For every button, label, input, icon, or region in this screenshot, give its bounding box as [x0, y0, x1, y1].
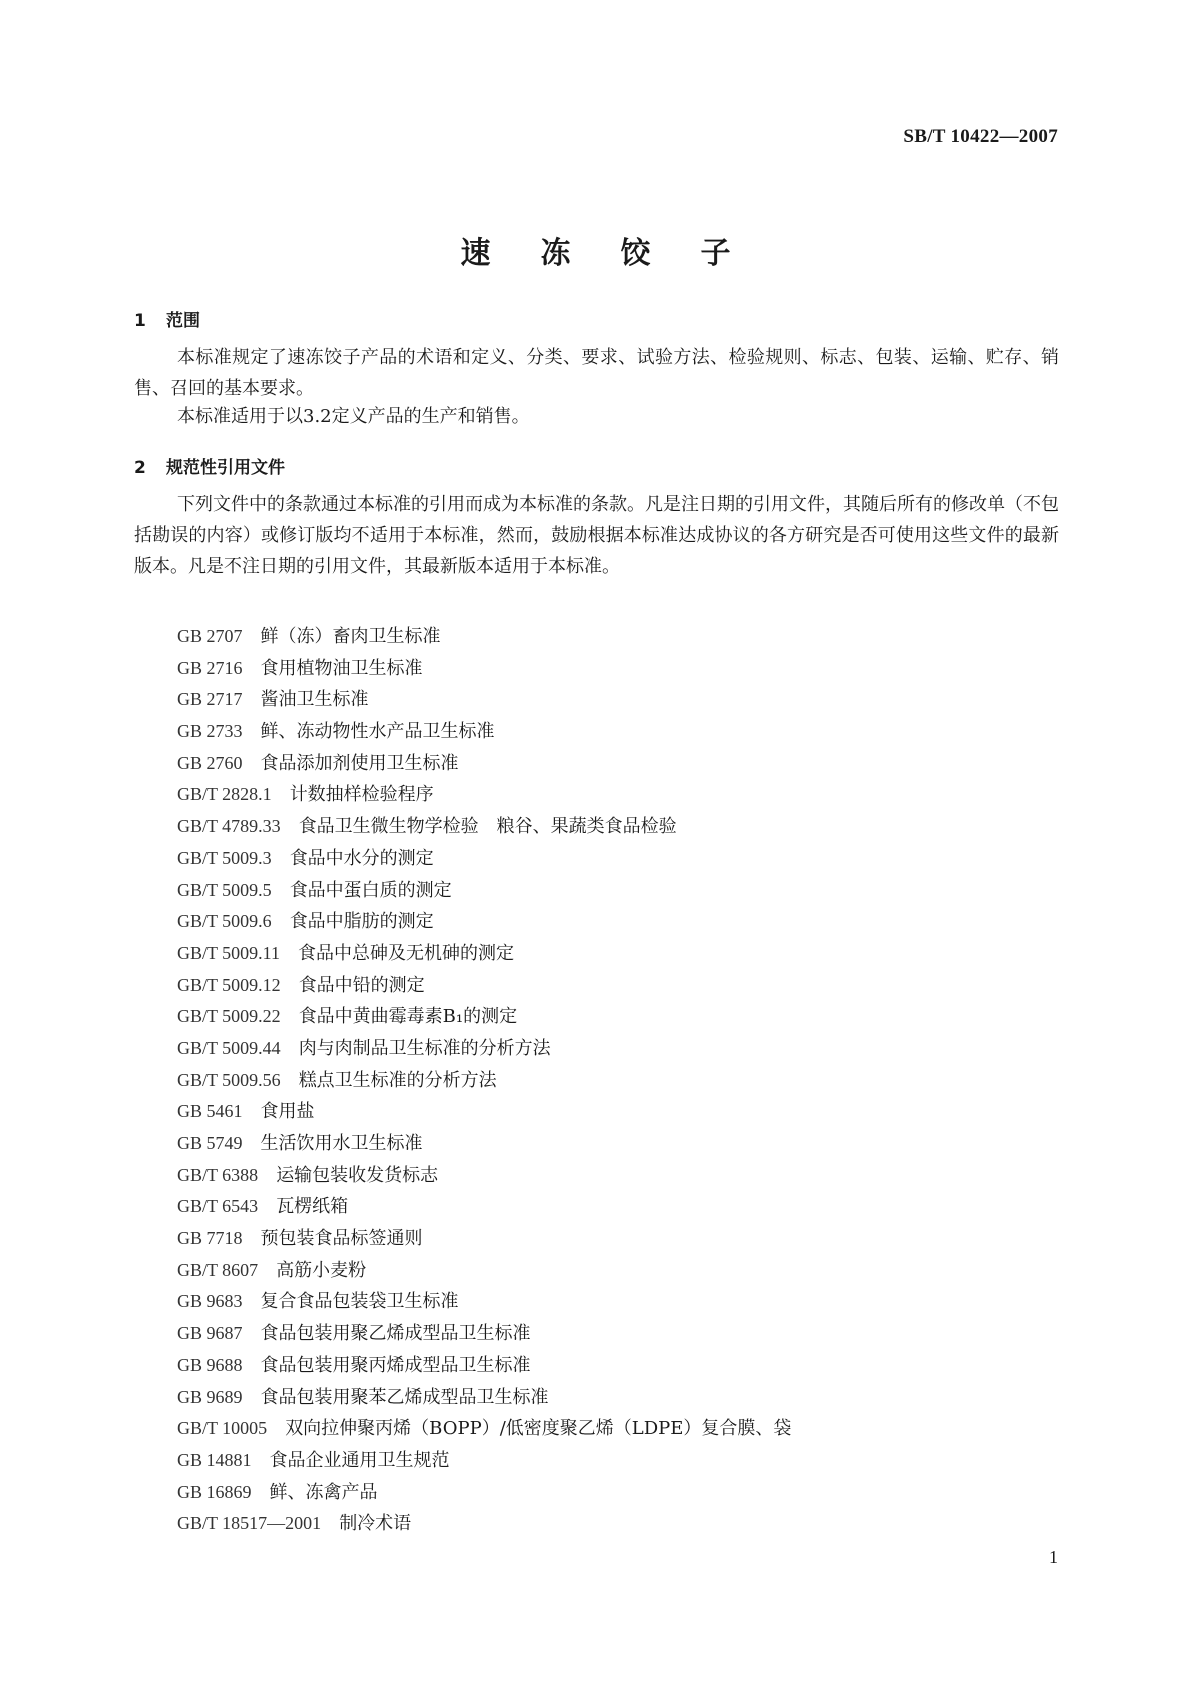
- reference-item: [177, 875, 791, 907]
- scope-applicability-paragraph: 本标准适用于以3.2定义产品的生产和销售。: [177, 406, 530, 427]
- reference-code: GB 2717: [177, 689, 243, 710]
- reference-code: GB/T 5009.6: [177, 911, 272, 932]
- reference-item: [177, 1477, 791, 1509]
- reference-item: [177, 621, 791, 653]
- reference-title: 食品包装用聚乙烯成型品卫生标准: [260, 1323, 531, 1345]
- reference-item: [177, 1286, 791, 1318]
- reference-code: GB 9688: [177, 1354, 243, 1375]
- reference-code: GB 2760: [177, 752, 243, 773]
- reference-code: GB/T 5009.5: [177, 879, 272, 900]
- reference-code: GB 9683: [177, 1291, 243, 1312]
- reference-title: 复合食品包装袋卫生标准: [260, 1291, 459, 1313]
- reference-title: 生活饮用水卫生标准: [260, 1133, 423, 1154]
- reference-code: GB/T 4789.33: [177, 816, 281, 837]
- reference-title: 预包装食品标签通则: [260, 1228, 423, 1250]
- reference-item: [177, 1318, 791, 1350]
- reference-code: GB/T 5009.3: [177, 847, 272, 868]
- reference-code: GB 5461: [177, 1101, 243, 1122]
- section-title: 规范性引用文件: [166, 458, 285, 478]
- reference-title: 酱油卫生标准: [260, 689, 369, 711]
- reference-code: GB/T 6543: [177, 1196, 259, 1217]
- reference-code: GB/T 8607: [177, 1259, 259, 1280]
- reference-item: [177, 1382, 791, 1414]
- reference-item: [177, 779, 791, 811]
- reference-item: [177, 1160, 791, 1192]
- reference-title: 鲜、冻禽产品: [269, 1481, 378, 1503]
- reference-item: [177, 906, 791, 938]
- reference-item: [177, 938, 791, 970]
- reference-code: GB 16869: [177, 1481, 252, 1502]
- scope-paragraph: 本标准规定了速冻饺子产品的术语和定义、分类、要求、试验方法、检验规则、标志、包装、运输、贮存、销售、召回的基本要求。: [134, 347, 1059, 399]
- reference-title: 食品添加剂使用卫生标准: [260, 752, 459, 774]
- reference-item: [177, 843, 791, 875]
- reference-item: [177, 1413, 791, 1445]
- reference-code: GB/T 6388: [177, 1164, 259, 1185]
- reference-title: 鲜（冻）畜肉卫生标准: [260, 626, 441, 647]
- reference-code: GB 7718: [177, 1228, 243, 1249]
- reference-title: 食品中总砷及无机砷的测定: [298, 942, 515, 964]
- reference-title: 糕点卫生标准的分析方法: [298, 1069, 497, 1091]
- reference-item: [177, 1255, 791, 1287]
- reference-code: GB/T 5009.44: [177, 1037, 281, 1058]
- section-title: 范围: [166, 311, 200, 331]
- reference-title: 食品中铅的测定: [298, 974, 425, 996]
- reference-item: [177, 1065, 791, 1097]
- page-number: 1: [1049, 1547, 1058, 1567]
- reference-code: GB/T 5009.56: [177, 1069, 281, 1090]
- reference-item: [177, 716, 791, 748]
- reference-list: [177, 621, 791, 1540]
- reference-item: [177, 1445, 791, 1477]
- reference-title: 肉与肉制品卫生标准的分析方法: [298, 1037, 551, 1059]
- section-number: 1: [134, 311, 146, 331]
- section-heading-scope: [134, 306, 200, 331]
- reference-title: 高筋小麦粉: [276, 1259, 367, 1281]
- reference-item: [177, 1096, 791, 1128]
- section-number: 2: [134, 458, 146, 478]
- reference-code: GB 2707: [177, 626, 243, 646]
- reference-title: 食品卫生微生物学检验 粮谷、果蔬类食品检验: [298, 816, 677, 838]
- reference-title: 食品中蛋白质的测定: [289, 879, 452, 901]
- reference-title: 计数抽样检验程序: [289, 784, 434, 806]
- reference-code: GB/T 18517—2001: [177, 1513, 322, 1534]
- reference-title: 食品包装用聚苯乙烯成型品卫生标准: [260, 1386, 549, 1408]
- reference-code: GB/T 5009.12: [177, 974, 281, 995]
- normative-references-paragraph: 下列文件中的条款通过本标准的引用而成为本标准的条款。凡是注日期的引用文件，其随后所有的修改单（不包括勘误的内容）或修订版均不适用于本标准，然而，鼓励根据本标准达成协议的各方研究是否可使用这些文件的最新版本。凡是不注日期的引用文件，其最新版本适用于本标准。: [134, 494, 1059, 577]
- section-heading-normative-references: [134, 453, 285, 478]
- reference-item: [177, 684, 791, 716]
- reference-item: [177, 653, 791, 685]
- reference-item: [177, 1033, 791, 1065]
- reference-title: 食品中水分的测定: [289, 847, 434, 869]
- reference-code: GB/T 5009.11: [177, 942, 281, 963]
- reference-title: 瓦楞纸箱: [276, 1196, 349, 1218]
- reference-code: GB/T 10005: [177, 1418, 268, 1439]
- reference-title: 食品包装用聚丙烯成型品卫生标准: [260, 1354, 531, 1376]
- reference-item: [177, 970, 791, 1002]
- reference-title: 食品中黄曲霉毒素B₁的测定: [298, 1006, 518, 1028]
- reference-code: GB 9687: [177, 1323, 243, 1344]
- reference-item: [177, 1350, 791, 1382]
- reference-item: [177, 1508, 791, 1540]
- reference-code: GB 9689: [177, 1386, 243, 1407]
- reference-item: [177, 811, 791, 843]
- reference-item: [177, 1223, 791, 1255]
- standard-code: SB/T 10422—2007: [903, 126, 1058, 147]
- reference-code: GB/T 2828.1: [177, 784, 272, 805]
- reference-title: 食品企业通用卫生规范: [269, 1449, 450, 1471]
- reference-title: 食用植物油卫生标准: [260, 657, 423, 679]
- reference-code: GB 2716: [177, 657, 243, 678]
- reference-item: [177, 748, 791, 780]
- reference-code: GB 5749: [177, 1133, 243, 1153]
- reference-title: 双向拉伸聚丙烯（BOPP）/低密度聚乙烯（LDPE）复合膜、袋: [285, 1418, 792, 1440]
- reference-title: 食品中脂肪的测定: [289, 911, 434, 933]
- reference-code: GB 2733: [177, 721, 243, 742]
- reference-title: 制冷术语: [339, 1513, 412, 1535]
- reference-code: GB/T 5009.22: [177, 1006, 281, 1027]
- reference-item: [177, 1128, 791, 1160]
- document-title: 速冻饺子: [460, 236, 781, 271]
- reference-title: 运输包装收发货标志: [276, 1164, 439, 1186]
- reference-code: GB 14881: [177, 1449, 252, 1470]
- reference-title: 鲜、冻动物性水产品卫生标准: [260, 721, 495, 743]
- reference-title: 食用盐: [260, 1101, 315, 1123]
- reference-item: [177, 1001, 791, 1033]
- reference-item: [177, 1191, 791, 1223]
